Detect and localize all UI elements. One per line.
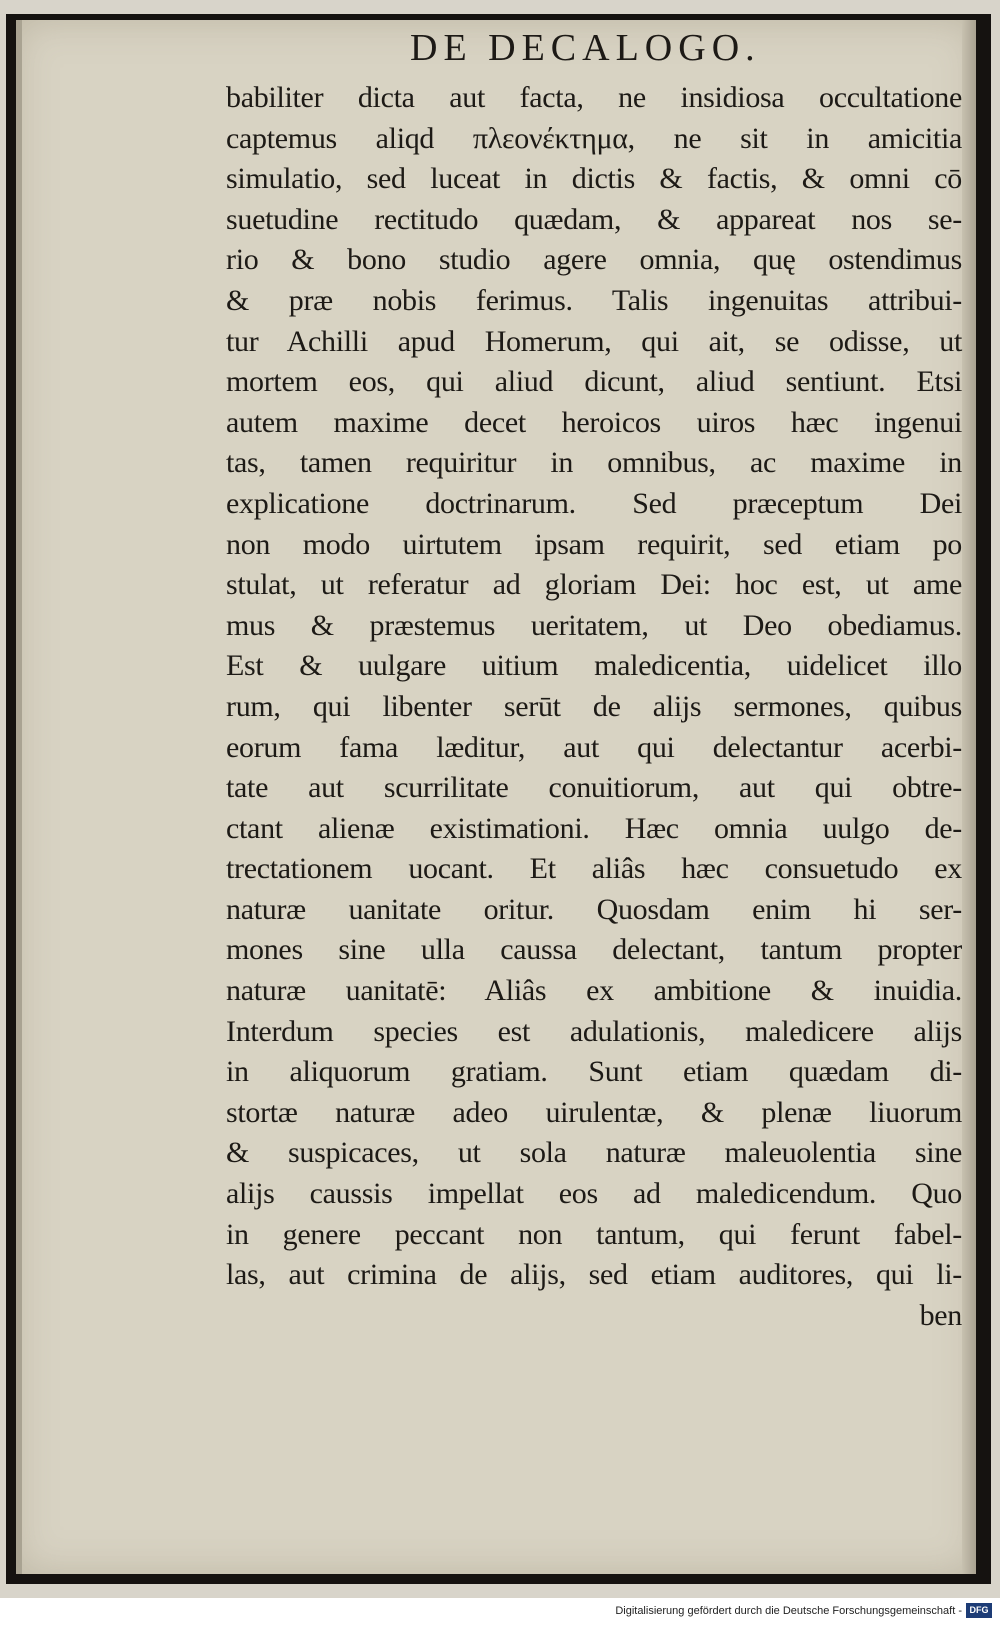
text-line: trectationem uocant. Et aliâs hæc consuetudo ex <box>226 852 962 886</box>
text-line: tur Achilli apud Homerum, qui ait, se odisse, ut <box>226 324 962 358</box>
text-line: las, aut crimina de alijs, sed etiam auditores, qui li- <box>226 1258 962 1292</box>
text-line: ben <box>919 1298 962 1332</box>
text-line: explicatione doctrinarum. Sed præceptum Dei <box>226 486 962 520</box>
text-line: rio & bono studio agere omnia, quę ostendimus <box>226 243 962 277</box>
text-line: tas, tamen requiritur in omnibus, ac maxime in <box>226 446 962 480</box>
text-line: mus & præstemus ueritatem, ut Deo obediamus. <box>226 608 962 642</box>
text-line: captemus aliqd πλεονέκτημα, ne sit in amicitia <box>226 121 962 155</box>
text-line: non modo uirtutem ipsam requirit, sed etiam po <box>226 527 962 561</box>
text-line: suetudine rectitudo quædam, & appareat nos se- <box>226 202 962 236</box>
text-line: alijs caussis impellat eos ad maledicendum. Quo <box>226 1177 962 1211</box>
text-line: mortem eos, qui aliud dicunt, aliud sentiunt. Etsi <box>226 365 962 399</box>
page-gutter <box>16 20 22 1574</box>
body-text <box>226 78 962 1336</box>
text-line: babiliter dicta aut facta, ne insidiosa occultatione <box>226 81 962 114</box>
page-fore-edge <box>962 20 976 1574</box>
text-line: stulat, ut referatur ad gloriam Dei: hoc est, ut ame <box>226 568 962 602</box>
text-line: mones sine ulla caussa delectant, tantum propter <box>226 933 962 967</box>
text-line: autem maxime decet heroicos uiros hæc ingenui <box>226 405 962 439</box>
text-line: ctant alienæ existimationi. Hæc omnia uulgo de- <box>226 811 962 845</box>
text-line: simulatio, sed luceat in dictis & factis, & omni cō <box>226 162 962 196</box>
text-line: rum, qui libenter serūt de alijs sermones, quibus <box>226 689 962 723</box>
text-line: & suspicaces, ut sola naturæ maleuolentia sine <box>226 1136 962 1170</box>
text-line: & præ nobis ferimus. Talis ingenuitas attribui- <box>226 283 962 317</box>
dfg-logo-icon: DFG <box>966 1603 992 1618</box>
text-line: naturæ uanitate oritur. Quosdam enim hi ser- <box>226 892 962 926</box>
text-line: eorum fama læditur, aut qui delectantur acerbi- <box>226 730 962 764</box>
text-line: stortæ naturæ adeo uirulentæ, & plenæ liuorum <box>226 1095 962 1129</box>
text-line: tate aut scurrilitate conuitiorum, aut qui obtre- <box>226 771 962 805</box>
text-line: Interdum species est adulationis, maledicere alijs <box>226 1014 962 1048</box>
text-line: Est & uulgare uitium maledicentia, uidelicet illo <box>226 649 962 683</box>
footer-credit: Digitalisierung gefördert durch die Deutsche Forschungsgemeinschaft - <box>615 1605 962 1617</box>
running-head: DE DECALOGO. <box>410 27 761 69</box>
text-line: in genere peccant non tantum, qui ferunt fabel- <box>226 1217 962 1251</box>
text-line: naturæ uanitatē: Aliâs ex ambitione & inuidia. <box>226 974 962 1008</box>
text-line: in aliquorum gratiam. Sunt etiam quædam di- <box>226 1055 962 1089</box>
